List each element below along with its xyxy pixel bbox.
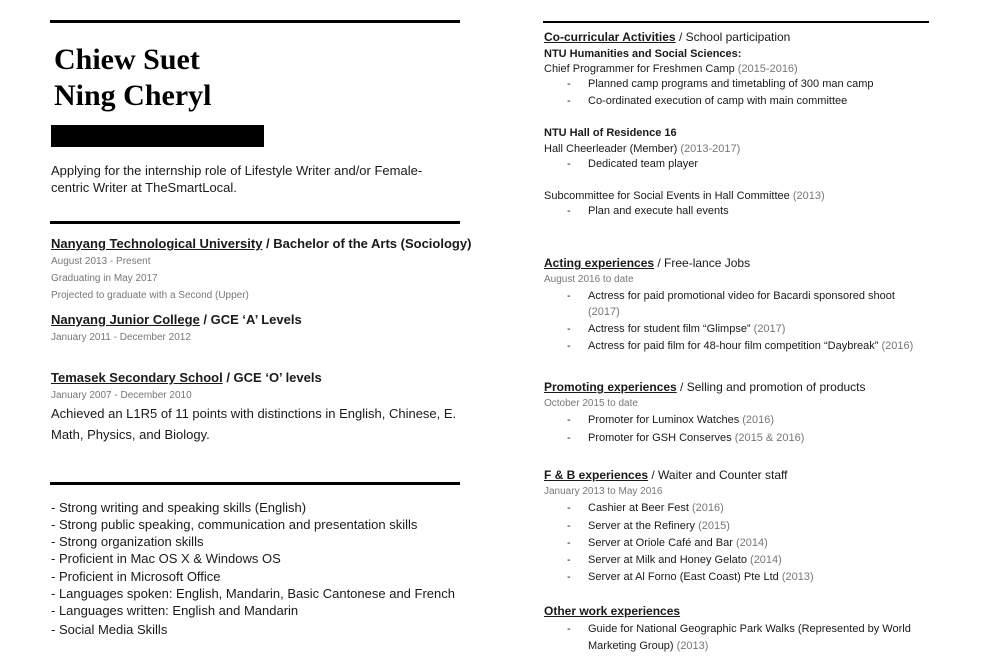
edu-ntu-projected: Projected to graduate with a Second (Upper) xyxy=(51,290,249,301)
cca-role1-bullet: - Co-ordinated execution of camp with main committee xyxy=(567,95,848,107)
other-title: Other work experiences xyxy=(544,604,681,618)
other-heading xyxy=(544,603,680,619)
acting-bullet-date: (2016) xyxy=(881,340,914,352)
fnb-bullet-text: Cashier at Beer Fest xyxy=(588,502,692,514)
cca-role3-bullet-text: Plan and execute hall events xyxy=(588,205,729,217)
cca-role2-title: Hall Cheerleader (Member) xyxy=(544,143,681,155)
acting-subtitle: / Free-lance Jobs xyxy=(654,256,751,270)
acting-title: Acting experiences xyxy=(544,256,655,270)
fnb-bullet-date: (2014) xyxy=(750,554,782,566)
fnb-bullet-text: Server at Al Forno (East Coast) Pte Ltd xyxy=(588,571,782,583)
promo-bullet-text: Promoter for GSH Conserves xyxy=(588,432,735,444)
promo-heading xyxy=(544,379,866,395)
skill-item: - Social Media Skills xyxy=(51,622,168,637)
edu-tss-heading xyxy=(51,370,322,385)
fnb-subtitle: / Waiter and Counter staff xyxy=(648,468,788,482)
fnb-bullet: - Server at Al Forno (East Coast) Pte Ltd (2013) xyxy=(567,571,814,583)
acting-heading xyxy=(544,255,750,271)
fnb-bullet-text: Server at Milk and Honey Gelato xyxy=(588,554,751,566)
fnb-bullet-date: (2016) xyxy=(691,502,724,514)
edu-ntu-school: Nanyang Technological University xyxy=(51,236,263,251)
cca-role1-date: (2015-2016) xyxy=(737,63,798,75)
cca-role3-bullet: - Plan and execute hall events xyxy=(567,205,729,217)
fnb-bullet: - Cashier at Beer Fest (2016) xyxy=(567,502,724,514)
acting-bullet-text: Actress for student film “Glimpse” xyxy=(588,323,754,335)
candidate-name-line2: Ning Cheryl xyxy=(54,79,212,112)
skills-rule xyxy=(50,482,460,485)
fnb-bullet-text: Server at Oriole Café and Bar xyxy=(588,537,736,549)
promo-date: October 2015 to date xyxy=(544,398,638,409)
other-bullet-cont xyxy=(588,639,708,654)
other-bullet-date: (2013) xyxy=(676,640,709,652)
acting-bullet: - Actress for paid film for 48-hour film competition “Daybreak” (2016) xyxy=(567,340,914,352)
cca-org1: NTU Humanities and Social Sciences: xyxy=(544,48,742,60)
skill-item: - Languages written: English and Mandarin xyxy=(51,603,299,618)
redacted-contact-bar xyxy=(51,125,264,147)
promo-bullet-text: Promoter for Luminox Watches xyxy=(588,414,743,426)
cca-role1-title: Chief Programmer for Freshmen Camp xyxy=(544,63,738,75)
acting-bullet: - Actress for paid promotional video for Bacardi sponsored shoot xyxy=(567,290,895,302)
edu-njc-school: Nanyang Junior College xyxy=(51,312,200,327)
fnb-bullet: - Server at Milk and Honey Gelato (2014) xyxy=(567,554,782,566)
skill-item: - Proficient in Mac OS X & Windows OS xyxy=(51,551,281,566)
acting-bullet-date: (2017) xyxy=(588,306,620,318)
fnb-bullet: - Server at the Refinery (2015) xyxy=(567,520,730,532)
edu-ntu-heading xyxy=(51,236,471,251)
fnb-title: F & B experiences xyxy=(544,468,649,482)
edu-ntu-graduating: Graduating in May 2017 xyxy=(51,273,158,284)
fnb-heading xyxy=(544,467,787,483)
cca-subtitle: / School participation xyxy=(675,30,791,44)
edu-tss-dates: January 2007 - December 2010 xyxy=(51,390,192,401)
skill-item: - Strong writing and speaking skills (English) xyxy=(51,500,307,515)
cca-org2: NTU Hall of Residence 16 xyxy=(544,127,677,139)
cca-role2 xyxy=(544,142,740,157)
cca-heading xyxy=(544,29,790,45)
candidate-name-line1: Chiew Suet xyxy=(54,43,200,76)
cca-role3-title: Subcommittee for Social Events in Hall Committee xyxy=(544,190,793,202)
promo-bullet: - Promoter for Luminox Watches (2016) xyxy=(567,414,775,426)
skill-item: - Strong organization skills xyxy=(51,534,204,549)
acting-bullet-text: Actress for paid film for 48-hour film competition “Daybreak” xyxy=(588,340,882,352)
top-rule-right xyxy=(543,21,929,23)
acting-date: August 2016 to date xyxy=(544,274,634,285)
other-bullet-text: Guide for National Geographic Park Walks (Represented by World xyxy=(588,623,911,635)
skill-item: - Proficient in Microsoft Office xyxy=(51,569,221,584)
other-bullet-text-cont: Marketing Group) xyxy=(588,640,677,652)
promo-bullet: - Promoter for GSH Conserves (2015 & 2016) xyxy=(567,432,805,444)
edu-tss-school: Temasek Secondary School xyxy=(51,370,223,385)
promo-bullet-date: (2015 & 2016) xyxy=(734,432,805,444)
edu-tss-detail-line1: Achieved an L1R5 of 11 points with distinctions in English, Chinese, E. xyxy=(51,406,457,421)
edu-tss-detail-line2: Math, Physics, and Biology. xyxy=(51,427,210,442)
acting-bullet-date: (2017) xyxy=(753,323,786,335)
edu-njc-heading xyxy=(51,312,302,327)
other-bullet: - Guide for National Geographic Park Walks (Represented by World xyxy=(567,623,911,635)
fnb-bullet-text: Server at the Refinery xyxy=(588,520,699,532)
cca-role1 xyxy=(544,62,798,77)
fnb-bullet-date: (2015) xyxy=(698,520,730,532)
education-rule xyxy=(50,221,460,224)
cca-role2-date: (2013-2017) xyxy=(680,143,741,155)
top-rule-left xyxy=(50,20,460,23)
promo-bullet-date: (2016) xyxy=(742,414,775,426)
cca-role1-bullet-text: Planned camp programs and timetabling of 300 man camp xyxy=(588,78,874,90)
objective-line2: centric Writer at TheSmartLocal. xyxy=(51,180,237,195)
cca-title: Co-curricular Activities xyxy=(544,30,676,44)
promo-subtitle: / Selling and promotion of products xyxy=(676,380,866,394)
fnb-bullet-date: (2014) xyxy=(735,537,768,549)
cca-role2-bullet-text: Dedicated team player xyxy=(588,158,699,170)
promo-title: Promoting experiences xyxy=(544,380,677,394)
cca-role3 xyxy=(544,189,825,204)
cca-role1-bullet-text: Co-ordinated execution of camp with main committee xyxy=(588,95,848,107)
fnb-bullet: - Server at Oriole Café and Bar (2014) xyxy=(567,537,768,549)
edu-tss-qual: / GCE ‘O’ levels xyxy=(222,370,322,385)
acting-bullet-text: Actress for paid promotional video for Bacardi sponsored shoot xyxy=(588,290,895,302)
cca-role2-bullet: - Dedicated team player xyxy=(567,158,699,170)
skill-item: - Languages spoken: English, Mandarin, Basic Cantonese and French xyxy=(51,586,455,601)
fnb-bullet-date: (2013) xyxy=(781,571,814,583)
cca-role3-date: (2013) xyxy=(792,190,825,202)
acting-bullet: - Actress for student film “Glimpse” (2017) xyxy=(567,323,786,335)
edu-ntu-dates: August 2013 - Present xyxy=(51,256,151,267)
edu-njc-qual: / GCE ‘A’ Levels xyxy=(199,312,302,327)
cca-role1-bullet: - Planned camp programs and timetabling of 300 man camp xyxy=(567,78,874,90)
fnb-date: January 2013 to May 2016 xyxy=(544,486,663,497)
edu-ntu-qual: / Bachelor of the Arts (Sociology) xyxy=(262,236,472,251)
objective-line1: Applying for the internship role of Lifestyle Writer and/or Female- xyxy=(51,163,423,178)
edu-njc-dates: January 2011 - December 2012 xyxy=(51,332,191,343)
skill-item: - Strong public speaking, communication and presentation skills xyxy=(51,517,418,532)
